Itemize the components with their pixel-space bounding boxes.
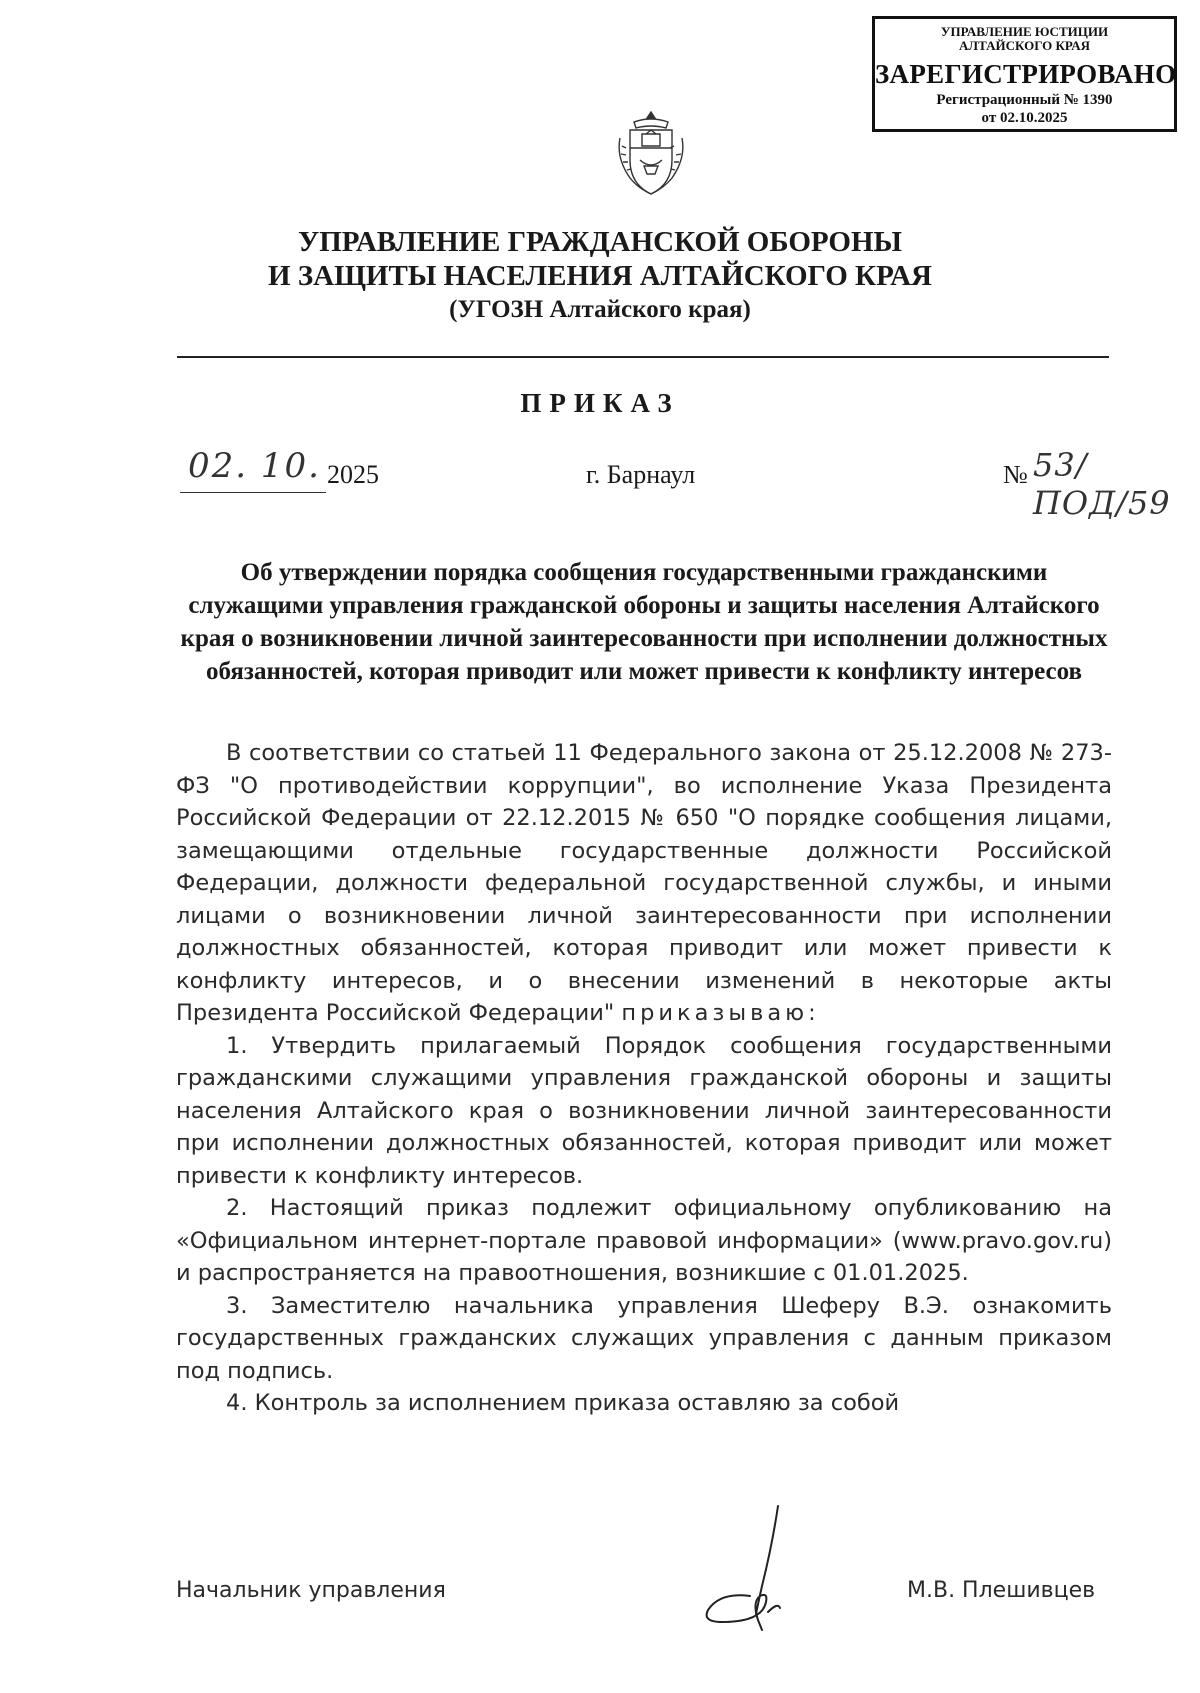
preamble-text: В соответствии со статьей 11 Федерального закона от 25.12.2008 № 273-ФЗ "О противодействии коррупции", во исполнение Указа Президента Российской Федерации от 22.12.2015 № 650 "О порядке сообщения лицами, замещающими отдельные государственные должности Российской Федерации, должности федеральной государственной службы, и иными лицами о возникновении личной заинтересованности при исполнении должностных обязанностей, которая приводит или может привести к конфликту интересов, и о внесении изменений в некоторые акты Президента Российской Федерации" [176,740,1112,1026]
document-body [176,737,1112,1420]
stamp-reg-date: от 02.10.2025 [981,110,1068,126]
item-4: 4. Контроль за исполнением приказа оставляю за собой [226,1390,900,1416]
signatory-role: Начальник управления [176,1578,446,1603]
date-underline [180,492,326,493]
registration-stamp [872,16,1177,132]
signatory-name: М.В. Плешивцев [907,1578,1096,1603]
stamp-line-1: УПРАВЛЕНИЕ ЮСТИЦИИ [940,24,1109,39]
header-divider [177,356,1109,358]
date-year: 2025 [327,460,379,489]
stamp-line-2: АЛТАЙСКОГО КРАЯ [959,38,1090,53]
org-name-line-1: УПРАВЛЕНИЕ ГРАЖДАНСКОЙ ОБОРОНЫ [297,226,903,258]
item-3: 3. Заместителю начальника управления Шеферу В.Э. ознакомить государственных гражданских служащих управления с данным приказом под подпись. [176,1292,1112,1384]
date-handwritten: 02. 10. [188,446,321,486]
order-word: приказываю: [621,1000,820,1026]
city: г. Барнаул [586,460,696,489]
number-sign: № [1003,460,1028,489]
handwritten-signature-icon [690,1500,820,1640]
coat-of-arms-icon [612,108,690,200]
document-title: Об утверждении порядка сообщения государственными гражданскими служащими управления гражданской обороны и защиты населения Алтайского края о возникновении личной заинтересованности при исполнении должностных обязанностей, которая приводит или может привести к конфликту интересов [180,559,1108,685]
document-type: ПРИКАЗ [520,388,680,418]
item-1: 1. Утвердить прилагаемый Порядок сообщения государственными гражданскими служащими управления гражданской обороны и защиты населения Алтайского края о возникновении личной заинтересованности при исполнении должностных обязанностей, которая приводит или может привести к конфликту интересов. [176,1032,1112,1189]
number-handwritten: 53/ПОД/59 [1033,446,1171,522]
org-short-name: (УГОЗН Алтайского края) [449,296,751,323]
stamp-registered: ЗАРЕГИСТРИРОВАНО [875,59,1177,89]
org-name-line-2: И ЗАЩИТЫ НАСЕЛЕНИЯ АЛТАЙСКОГО КРАЯ [268,260,932,292]
item-2: 2. Настоящий приказ подлежит официальному опубликованию на «Официальном интернет-портале правовой информации» (www.pravo.gov.ru) и распространяется на правоотношения, возникшие с 01.01.2025. [176,1195,1112,1286]
stamp-reg-number: Регистрационный № 1390 [936,92,1113,108]
preamble-paragraph [176,737,1112,1030]
